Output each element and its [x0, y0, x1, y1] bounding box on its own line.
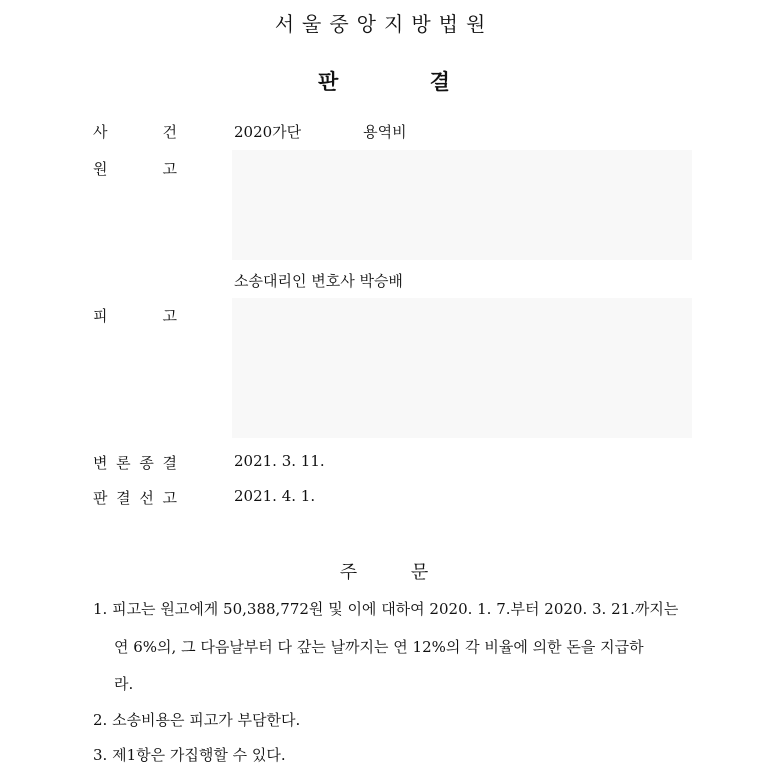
order-heading: 주 문 [339, 562, 429, 583]
judgment-label: 판 결 선 고 [93, 489, 177, 507]
attorney-text: 소송대리인 변호사 박승배 [234, 272, 403, 290]
order-item-1-line-3: 라. [114, 675, 134, 693]
order-item-3: 3. 제1항은 가집행할 수 있다. [93, 746, 286, 764]
order-item-1-line-2: 연 6%의, 그 다음날부터 다 갚는 날까지는 연 12%의 각 비율에 의한 돈을 지급하 [114, 638, 644, 656]
closing-date: 2021. 3. 11. [234, 452, 325, 470]
judgment-date: 2021. 4. 1. [234, 487, 316, 505]
defendant-redaction [232, 298, 692, 438]
case-label: 사 건 [93, 123, 177, 141]
document-title: 판 결 [318, 70, 450, 94]
court-name: 서울중앙지방법원 [274, 12, 494, 36]
order-item-1-line-1: 1. 피고는 원고에게 50,388,772원 및 이에 대하여 2020. 1. 7.부터 2020. 3. 21.까지는 [93, 600, 679, 618]
order-item-2: 2. 소송비용은 피고가 부담한다. [93, 711, 301, 729]
plaintiff-label: 원 고 [93, 160, 177, 178]
closing-label: 변 론 종 결 [93, 454, 177, 472]
plaintiff-redaction [232, 150, 692, 260]
case-number: 2020가단 용역비 [234, 123, 407, 141]
defendant-label: 피 고 [93, 307, 177, 325]
